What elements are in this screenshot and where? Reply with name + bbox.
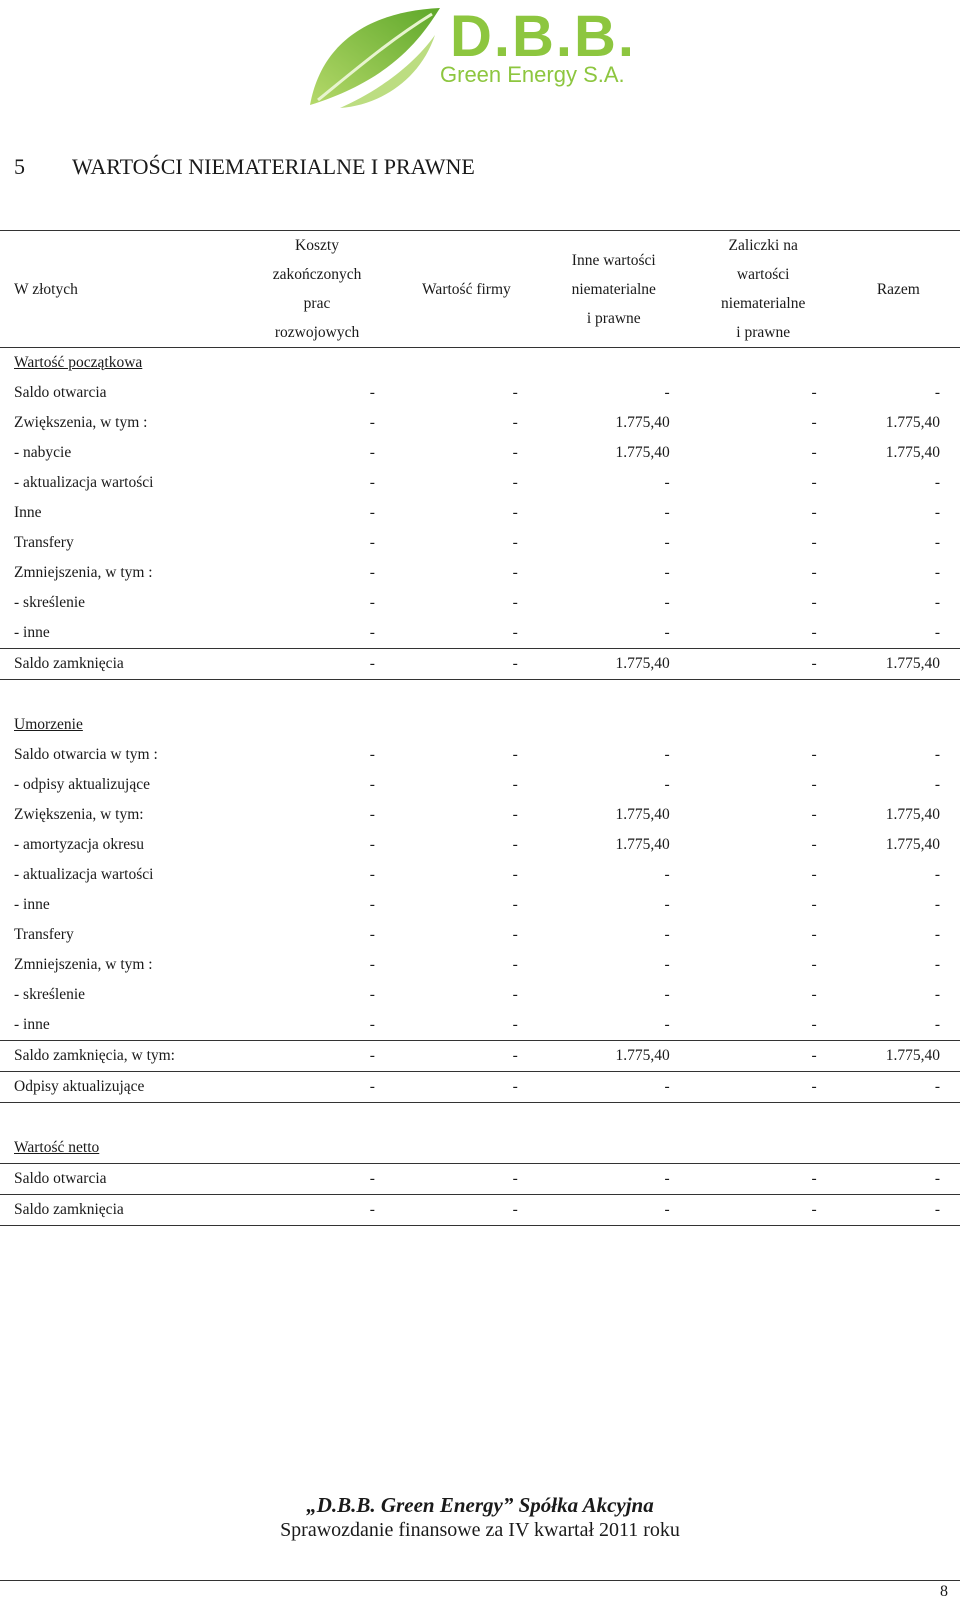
value-cell: -	[664, 926, 670, 943]
section-header-row	[0, 1133, 960, 1164]
value-cell: -	[538, 1164, 690, 1195]
value-cell: -	[664, 534, 670, 551]
table-row	[0, 378, 960, 408]
row-label: Saldo zamknięcia	[0, 649, 239, 680]
value-cell: -	[512, 896, 518, 913]
value-cell: -	[369, 986, 375, 1003]
table-row	[0, 980, 960, 1010]
value-cell: -	[369, 594, 375, 611]
row-label: - inne	[14, 896, 50, 913]
section-label: Wartość netto	[14, 1139, 100, 1156]
value-cell: -	[369, 806, 375, 823]
table-row	[0, 950, 960, 980]
value-cell: -	[934, 866, 940, 883]
value-cell: -	[395, 649, 538, 680]
table-row	[0, 830, 960, 860]
section-label: Umorzenie	[14, 716, 83, 733]
row-label: Zmniejszenia, w tym :	[14, 956, 153, 973]
header-cell: Zaliczki na wartości niematerialne i prawne	[690, 231, 837, 348]
value-cell: -	[934, 746, 940, 763]
value-cell: -	[512, 866, 518, 883]
row-label: - skreślenie	[14, 594, 86, 611]
value-cell: -	[934, 564, 940, 581]
table-row	[0, 740, 960, 770]
row-label: Saldo otwarcia w tym :	[14, 746, 158, 763]
value-cell: -	[934, 624, 940, 641]
value-cell: -	[811, 746, 817, 763]
value-cell: -	[512, 836, 518, 853]
value-cell: -	[369, 564, 375, 581]
value-cell: -	[934, 776, 940, 793]
table-body	[0, 348, 960, 1226]
page-number: 8	[940, 1583, 948, 1600]
value-cell: -	[934, 926, 940, 943]
value-cell: -	[395, 1041, 538, 1072]
value-cell: 1.775,40	[885, 806, 940, 823]
value-cell: 1.775,40	[615, 836, 670, 853]
value-cell: -	[512, 956, 518, 973]
value-cell: -	[369, 504, 375, 521]
value-cell: -	[395, 1164, 538, 1195]
value-cell: -	[934, 1016, 940, 1033]
table-row	[0, 468, 960, 498]
row-label: Inne	[14, 504, 42, 521]
value-cell: -	[811, 836, 817, 853]
value-cell: -	[512, 414, 518, 431]
value-cell: -	[837, 1164, 960, 1195]
value-cell: -	[811, 414, 817, 431]
row-label: - aktualizacja wartości	[14, 474, 154, 491]
value-cell: -	[837, 1072, 960, 1103]
logo-subtitle: Green Energy S.A.	[440, 62, 625, 87]
value-cell: -	[664, 956, 670, 973]
value-cell: -	[811, 504, 817, 521]
table-row	[0, 1195, 960, 1226]
row-label: - inne	[14, 1016, 50, 1033]
value-cell: 1.775,40	[885, 444, 940, 461]
value-cell: -	[811, 926, 817, 943]
table-row	[0, 408, 960, 438]
value-cell: -	[369, 474, 375, 491]
value-cell: -	[664, 564, 670, 581]
value-cell: -	[395, 1072, 538, 1103]
value-cell: -	[239, 1041, 395, 1072]
row-label: Zwiększenia, w tym :	[14, 414, 148, 431]
row-label: Odpisy aktualizujące	[0, 1072, 239, 1103]
value-cell: -	[934, 534, 940, 551]
value-cell: -	[664, 866, 670, 883]
value-cell: -	[811, 806, 817, 823]
section-header-row	[0, 710, 960, 740]
value-cell: -	[239, 1164, 395, 1195]
value-cell: -	[395, 1195, 538, 1226]
value-cell: -	[512, 384, 518, 401]
value-cell: -	[664, 594, 670, 611]
value-cell: -	[690, 649, 837, 680]
value-cell: -	[934, 504, 940, 521]
table-row	[0, 1010, 960, 1041]
row-label: - inne	[14, 624, 50, 641]
value-cell: -	[512, 806, 518, 823]
footer-company: „D.B.B. Green Energy” Spółka Akcyjna	[306, 1493, 654, 1517]
value-cell: -	[512, 926, 518, 943]
value-cell: -	[512, 444, 518, 461]
spacer-row	[0, 680, 960, 711]
value-cell: -	[512, 746, 518, 763]
page-footer	[0, 1492, 960, 1542]
value-cell: -	[512, 986, 518, 1003]
value-cell: -	[664, 624, 670, 641]
header-cell: Inne wartości niematerialne i prawne	[538, 231, 690, 348]
value-cell: -	[934, 384, 940, 401]
header-cell: Razem	[837, 231, 960, 348]
value-cell: -	[811, 1016, 817, 1033]
footer-report-title: Sprawozdanie finansowe za IV kwartał 2011 roku	[280, 1519, 680, 1541]
table-row	[0, 1041, 960, 1072]
header-cell: W złotych	[0, 231, 239, 348]
table-header-row	[0, 231, 960, 348]
row-label: Transfery	[14, 534, 74, 551]
value-cell: -	[369, 624, 375, 641]
section-header-row	[0, 348, 960, 379]
table-row	[0, 588, 960, 618]
value-cell: 1.775,40	[615, 806, 670, 823]
header-cell: Wartość firmy	[395, 231, 538, 348]
value-cell: -	[512, 1016, 518, 1033]
value-cell: -	[811, 956, 817, 973]
row-label: Saldo otwarcia	[14, 384, 107, 401]
value-cell: -	[811, 986, 817, 1003]
intangible-assets-table	[0, 230, 960, 1226]
row-label: Transfery	[14, 926, 74, 943]
value-cell: -	[664, 896, 670, 913]
table-row	[0, 800, 960, 830]
value-cell: -	[664, 384, 670, 401]
value-cell: -	[369, 534, 375, 551]
value-cell: -	[811, 866, 817, 883]
value-cell: -	[811, 896, 817, 913]
value-cell: 1.775,40	[837, 649, 960, 680]
value-cell: 1.775,40	[837, 1041, 960, 1072]
table-row	[0, 770, 960, 800]
value-cell: -	[512, 776, 518, 793]
value-cell: 1.775,40	[885, 836, 940, 853]
value-cell: -	[512, 504, 518, 521]
value-cell: -	[512, 474, 518, 491]
value-cell: -	[811, 534, 817, 551]
value-cell: -	[811, 384, 817, 401]
value-cell: -	[369, 1016, 375, 1033]
value-cell: -	[664, 474, 670, 491]
value-cell: -	[811, 594, 817, 611]
value-cell: -	[512, 564, 518, 581]
value-cell: -	[690, 1072, 837, 1103]
value-cell: 1.775,40	[615, 444, 670, 461]
table-row	[0, 618, 960, 649]
value-cell: 1.775,40	[538, 1041, 690, 1072]
value-cell: -	[811, 444, 817, 461]
section-label: Wartość początkowa	[14, 354, 143, 371]
value-cell: -	[811, 776, 817, 793]
row-label: - aktualizacja wartości	[14, 866, 154, 883]
footer-divider	[0, 1580, 960, 1581]
value-cell: -	[837, 1195, 960, 1226]
row-label: - odpisy aktualizujące	[14, 776, 151, 793]
value-cell: -	[538, 1195, 690, 1226]
value-cell: -	[369, 414, 375, 431]
value-cell: -	[369, 866, 375, 883]
value-cell: -	[664, 746, 670, 763]
section-title: WARTOŚCI NIEMATERIALNE I PRAWNE	[72, 154, 475, 179]
value-cell: -	[934, 474, 940, 491]
table-row	[0, 860, 960, 890]
table-row	[0, 890, 960, 920]
value-cell: -	[239, 1195, 395, 1226]
value-cell: -	[239, 1072, 395, 1103]
value-cell: -	[369, 384, 375, 401]
value-cell: -	[934, 896, 940, 913]
header-cell: Koszty zakończonych prac rozwojowych	[239, 231, 395, 348]
value-cell: -	[369, 896, 375, 913]
value-cell: -	[690, 1041, 837, 1072]
value-cell: -	[934, 956, 940, 973]
value-cell: -	[512, 624, 518, 641]
value-cell: -	[811, 474, 817, 491]
value-cell: -	[369, 776, 375, 793]
value-cell: -	[811, 624, 817, 641]
company-logo	[300, 0, 640, 110]
row-label: Zwiększenia, w tym:	[14, 806, 144, 823]
table-row	[0, 649, 960, 680]
logo-title: D.B.B.	[450, 4, 636, 69]
table-row	[0, 528, 960, 558]
spacer-row	[0, 1103, 960, 1134]
table-row	[0, 438, 960, 468]
section-number: 5	[14, 154, 25, 179]
value-cell: -	[690, 1195, 837, 1226]
value-cell: -	[664, 1016, 670, 1033]
row-label: Saldo zamknięcia	[0, 1195, 239, 1226]
value-cell: -	[369, 836, 375, 853]
value-cell: -	[664, 504, 670, 521]
table-row	[0, 558, 960, 588]
value-cell: -	[690, 1164, 837, 1195]
table-row	[0, 1072, 960, 1103]
row-label: - amortyzacja okresu	[14, 836, 144, 853]
table-row	[0, 1164, 960, 1195]
table-row	[0, 920, 960, 950]
value-cell: -	[369, 956, 375, 973]
row-label: Zmniejszenia, w tym :	[14, 564, 153, 581]
row-label: - nabycie	[14, 444, 72, 461]
section-heading	[14, 152, 475, 182]
value-cell: -	[664, 986, 670, 1003]
value-cell: 1.775,40	[885, 414, 940, 431]
leaf-icon	[300, 0, 450, 110]
value-cell: -	[934, 594, 940, 611]
row-label: Saldo zamknięcia, w tym:	[0, 1041, 239, 1072]
value-cell: 1.775,40	[615, 414, 670, 431]
value-cell: -	[664, 776, 670, 793]
value-cell: -	[811, 564, 817, 581]
value-cell: -	[369, 444, 375, 461]
row-label: Saldo otwarcia	[0, 1164, 239, 1195]
value-cell: -	[538, 1072, 690, 1103]
value-cell: 1.775,40	[538, 649, 690, 680]
value-cell: -	[369, 926, 375, 943]
table-row	[0, 498, 960, 528]
value-cell: -	[512, 594, 518, 611]
value-cell: -	[369, 746, 375, 763]
value-cell: -	[934, 986, 940, 1003]
value-cell: -	[239, 649, 395, 680]
value-cell: -	[512, 534, 518, 551]
row-label: - skreślenie	[14, 986, 86, 1003]
